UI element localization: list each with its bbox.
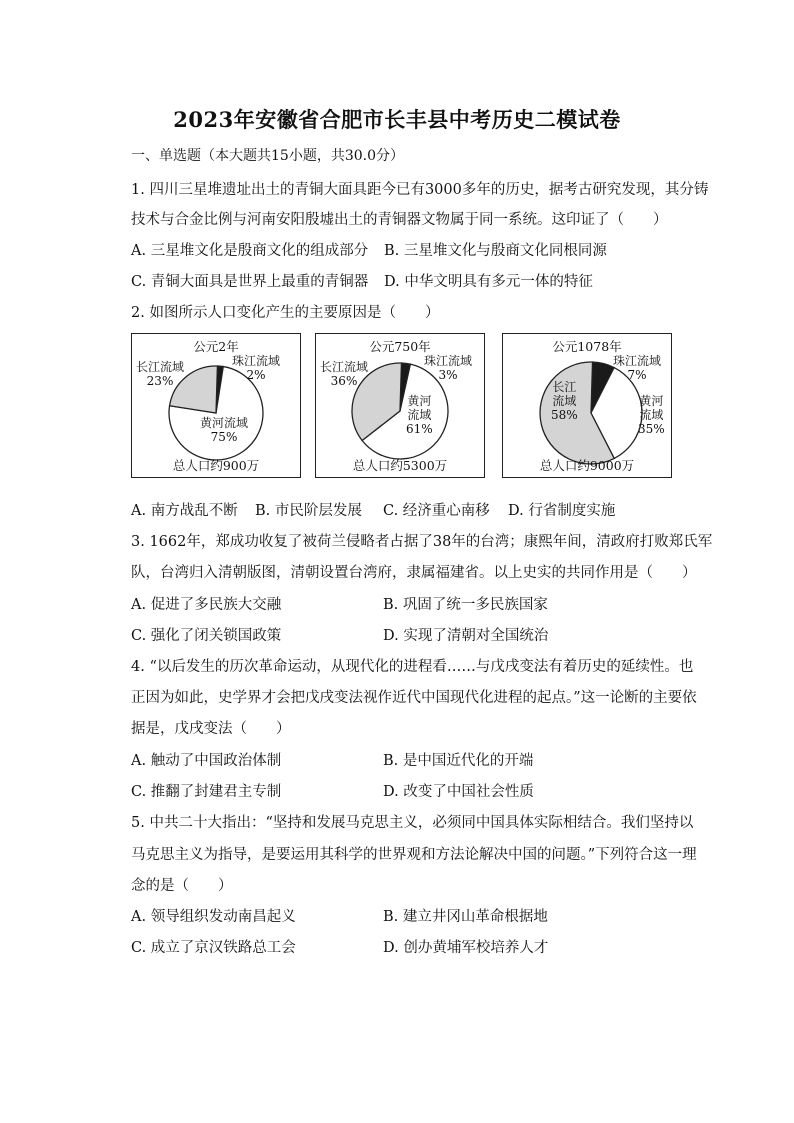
q4-option-c: C. 推翻了封建君主专制 [131, 784, 282, 800]
pie-label-zhujiang: 珠江流域 7% [613, 354, 662, 382]
q5-stem-line-2: 马克思主义为指导，是要运用其科学的世界观和方法论解决中国的问题。”下列符合这一理 [131, 847, 697, 863]
pie-label-zhujiang: 珠江流域 3% [424, 354, 473, 382]
q2-option-d: D. 行省制度实施 [508, 503, 616, 519]
pie-label-zhujiang: 珠江流域 2% [232, 354, 281, 382]
pie-chart-1078ad [502, 333, 672, 478]
q1-option-d: D. 中华文明具有多元一体的特征 [384, 274, 593, 290]
section-heading: 一、单选题（本大题共15小题，共30.0分） [131, 148, 404, 164]
q5-option-d: D. 创办黄埔军校培养人才 [383, 940, 549, 956]
q4-option-d: D. 改变了中国社会性质 [383, 784, 534, 800]
pie-label-changjiang: 长江流域 23% [136, 360, 185, 388]
q4-stem-line-3: 据是，戊戌变法（ ） [131, 721, 291, 737]
pie-label-huanghe: 黄河流域 75% [200, 416, 249, 444]
q4-stem-line-1: 4. “以后发生的历次革命运动，从现代化的进程看……与戊戌变法有着历史的延续性。也 [131, 659, 694, 675]
q5-option-b: B. 建立井冈山革命根据地 [383, 909, 548, 925]
pie-label-huanghe: 黄河 流域 61% [406, 394, 433, 436]
pie-total: 总人口约9000万 [539, 458, 635, 473]
q1-option-c: C. 青铜大面具是世界上最重的青铜器 [131, 274, 369, 290]
q5-option-c: C. 成立了京汉铁路总工会 [131, 940, 296, 956]
q2-option-b: B. 市民阶层发展 [255, 503, 362, 519]
q3-option-c: C. 强化了闭关锁国政策 [131, 628, 282, 644]
pie-chart-2ad [131, 333, 301, 478]
q4-option-b: B. 是中国近代化的开端 [383, 753, 534, 769]
q2-option-a: A. 南方战乱不断 [131, 503, 238, 519]
pie-total: 总人口约900万 [172, 458, 260, 473]
pie-label-changjiang: 长江流域 36% [320, 360, 369, 388]
q1-stem-line-1: 1. 四川三星堆遗址出土的青铜大面具距今已有3000多年的历史，据考古研究发现，其分铸 [131, 182, 709, 198]
q1-option-b: B. 三星堆文化与殷商文化同根同源 [384, 243, 607, 259]
pie-total: 总人口约5300万 [352, 458, 448, 473]
q3-option-a: A. 促进了多民族大交融 [131, 597, 282, 613]
q5-stem-line-1: 5. 中共二十大指出：“坚持和发展马克思主义，必须同中国具体实际相结合。我们坚持以 [131, 815, 694, 831]
q3-option-d: D. 实现了清朝对全国统治 [383, 628, 549, 644]
q3-stem-line-2: 队，台湾归入清朝版图，清朝设置台湾府，隶属福建省。以上史实的共同作用是（ ） [131, 565, 697, 581]
q1-stem-line-2: 技术与合金比例与河南安阳殷墟出土的青铜器文物属于同一系统。这印证了（ ） [131, 212, 668, 228]
q2-option-c: C. 经济重心南移 [383, 503, 490, 519]
q3-stem-line-1: 3. 1662年，郑成功收复了被荷兰侵略者占据了38年的台湾；康熙年间，清政府打败郑氏军 [131, 534, 713, 550]
q4-option-a: A. 触动了中国政治体制 [131, 753, 282, 769]
pie-label-huanghe: 黄河 流域 35% [638, 394, 665, 436]
q5-option-a: A. 领导组织发动南昌起义 [131, 909, 296, 925]
pie-chart-750ad [315, 333, 485, 478]
page-title: 2023年安徽省合肥市长丰县中考历史二模试卷 [173, 107, 621, 132]
q4-stem-line-2: 正因为如此，史学界才会把戊戌变法视作近代中国现代化进程的起点。”这一论断的主要依 [131, 690, 697, 706]
q5-stem-line-3: 念的是（ ） [131, 878, 233, 894]
pie-label-changjiang: 长江 流域 58% [551, 380, 578, 422]
pie-title: 公元2年 [193, 339, 239, 354]
q3-option-b: B. 巩固了统一多民族国家 [383, 597, 548, 613]
q2-stem: 2. 如图所示人口变化产生的主要原因是（ ） [131, 305, 440, 321]
q1-option-a: A. 三星堆文化是殷商文化的组成部分 [131, 243, 369, 259]
pie-title: 公元1078年 [552, 339, 622, 354]
pie-title: 公元750年 [369, 339, 431, 354]
